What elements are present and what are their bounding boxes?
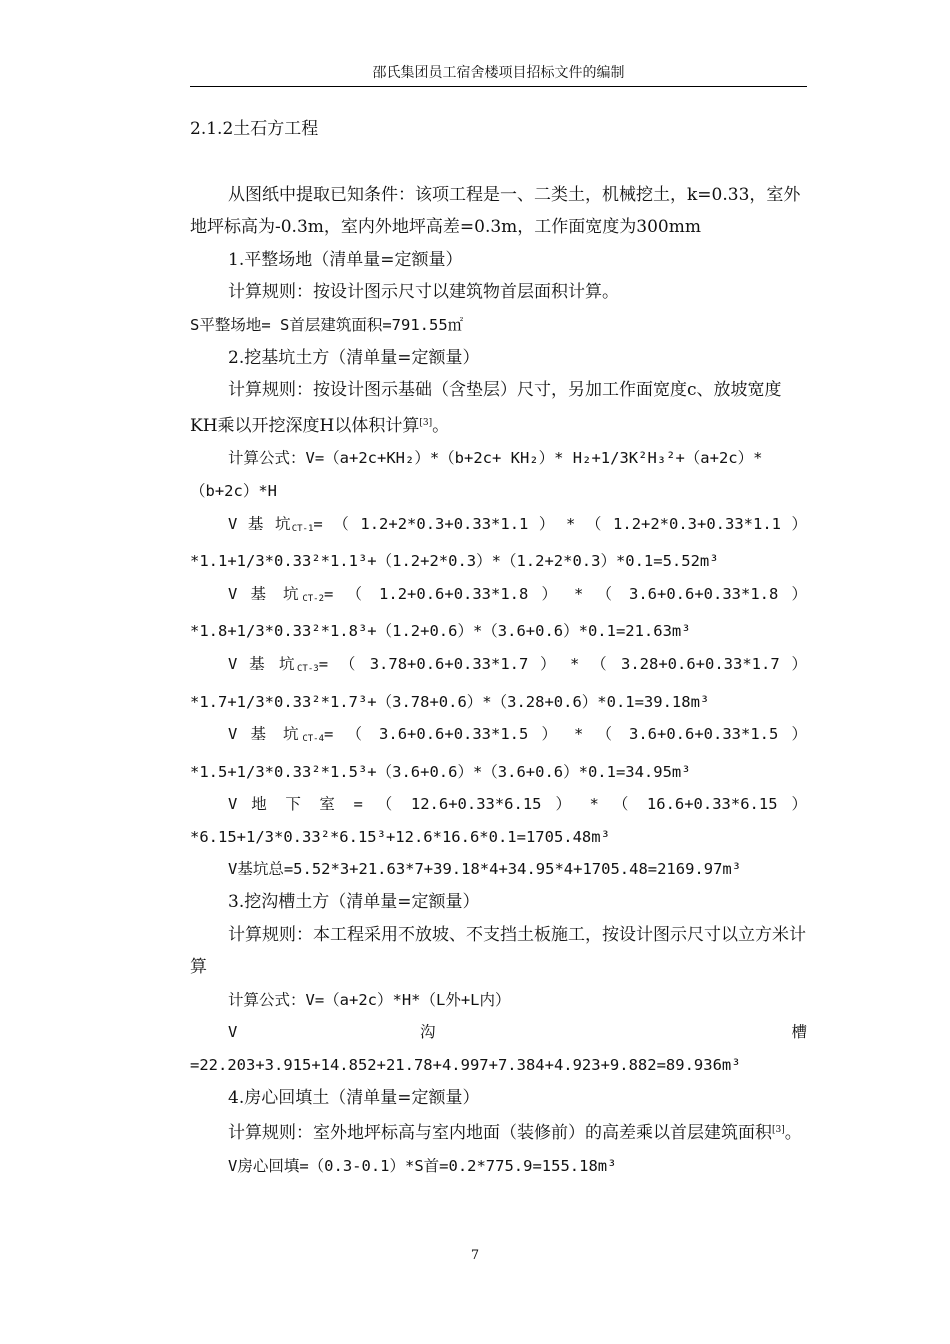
ct3-line1 (190, 648, 807, 686)
document-body (190, 113, 807, 1182)
ct4-expr: = （ 3.6+0.6+0.33*1.5 ） * （ 3.6+0.6+0.33*1.5 ） (324, 725, 807, 744)
trench-line2: =22.203+3.915+14.852+21.78+4.997+7.384+4.923+9.882=89.936m³ (190, 1056, 741, 1075)
ct3-subscript: CT-3 (297, 663, 319, 674)
ct4-line1 (190, 718, 807, 756)
ct2-line1 (190, 578, 807, 616)
s2-citation: [3] (419, 417, 433, 428)
s3-title: 3.挖沟槽土方（清单量=定额量） (228, 892, 480, 913)
ct4-subscript: CT-4 (302, 734, 325, 745)
ct1-label: V 基 坑 (228, 514, 292, 533)
header-rule (190, 86, 807, 87)
ct1-expr: = （ 1.2+2*0.3+0.33*1.1 ） * （ 1.2+2*0.3+0.33*1.1 ） (313, 514, 808, 533)
s1-title: 1.平整场地（清单量=定额量） (228, 249, 463, 270)
s4-title: 4.房心回填土（清单量=定额量） (228, 1087, 480, 1108)
section-heading: 2.1.2土石方工程 (190, 119, 319, 139)
s3-rule: 计算规则：本工程采用不放坡、不支挡土板施工，按设计图示尺寸以立方米计算 (190, 924, 806, 978)
ct3-label: V 基 坑 (228, 654, 298, 673)
ct1-line1 (190, 508, 807, 546)
basement-line1: V 地 下 室 = （ 12.6+0.33*6.15 ） * （ 16.6+0.33*6.15 ） (228, 795, 807, 814)
ct2-subscript: CT-2 (302, 593, 325, 604)
ct4-line2: *1.5+1/3*0.33²*1.5³+（3.6+0.6）*（3.6+0.6）*0.1=34.95m³ (190, 762, 691, 781)
ct2-expr: = （ 1.2+0.6+0.33*1.8 ） * （ 3.6+0.6+0.33*1.8 ） (324, 584, 807, 603)
ct1-line2: *1.1+1/3*0.33²*1.1³+（1.2+2*0.3）*（1.2+2*0.3）*0.1=5.52m³ (190, 552, 719, 571)
s4-citation: [3] (772, 1125, 785, 1136)
running-header: 邵氏集团员工宿舍楼项目招标文件的编制 (372, 65, 625, 81)
s2-rule-end: 。 (432, 415, 450, 436)
intro-paragraph: 从图纸中提取已知条件：该项工程是一、二类土，机械挖土，k=0.33，室外地坪标高为-0.3m，室内外地坪高差=0.3m，工作面宽度为300mm (190, 184, 801, 238)
s2-rule (190, 374, 807, 442)
ct1-subscript: CT-1 (291, 523, 314, 534)
pit-total: V基坑总=5.52*3+21.63*7+39.18*4+34.95*4+1705.48=2169.97m³ (228, 860, 742, 879)
s1-result: S平整场地= S首层建筑面积=791.55㎡ (190, 315, 464, 334)
s2-formula: 计算公式：V=（a+2c+KH₂）*（b+2c+ KH₂）* H₂+1/3K²H₃²+（a+2c）*（b+2c）*H (190, 449, 763, 500)
trench-line1: V 沟 槽 (228, 1023, 807, 1042)
s4-rule-end: 。 (784, 1123, 802, 1144)
s1-rule: 计算规则：按设计图示尺寸以建筑物首层面积计算。 (228, 282, 619, 303)
s2-title: 2.挖基坑土方（清单量=定额量） (228, 347, 480, 368)
s3-formula: 计算公式：V=（a+2c）*H*（L外+L内） (228, 990, 511, 1009)
s4-result: V房心回填=（0.3-0.1）*S首=0.2*775.9=155.18m³ (228, 1156, 617, 1175)
ct4-label: V 基 坑 (228, 725, 303, 744)
s4-rule (190, 1114, 807, 1150)
spacer (190, 146, 807, 179)
ct2-line2: *1.8+1/3*0.33²*1.8³+（1.2+0.6）*（3.6+0.6）*0.1=21.63m³ (190, 622, 691, 641)
ct3-line2: *1.7+1/3*0.33²*1.7³+（3.78+0.6）*（3.28+0.6）*0.1=39.18m³ (190, 692, 710, 711)
basement-line2: *6.15+1/3*0.33²*6.15³+12.6*16.6*0.1=1705.48m³ (190, 827, 610, 846)
page-number: 7 (470, 1248, 480, 1263)
ct2-label: V 基 坑 (228, 584, 303, 603)
s2-rule-text: 计算规则：按设计图示基础（含垫层）尺寸，另加工作面宽度c、放坡宽度KH乘以开挖深度H以体积计算 (190, 380, 782, 436)
ct3-expr: = （ 3.78+0.6+0.33*1.7 ） * （ 3.28+0.6+0.33*1.7 ） (318, 654, 807, 673)
s4-rule-text: 计算规则：室外地坪标高与室内地面（装修前）的高差乘以首层建筑面积 (228, 1123, 772, 1144)
